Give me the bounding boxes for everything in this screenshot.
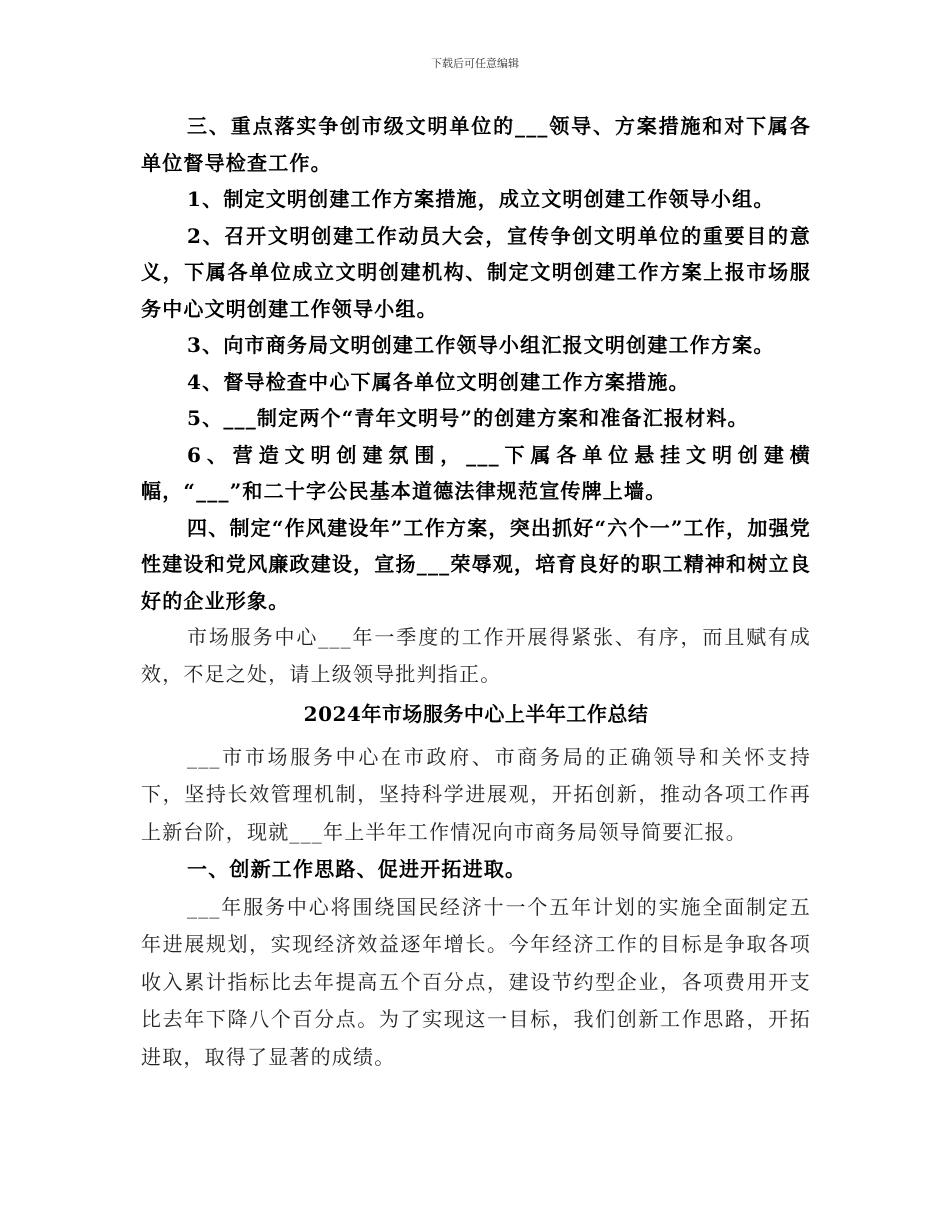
paragraph-intro: ___市市场服务中心在市政府、市商务局的正确领导和关怀支持下，坚持长效管理机制，坚持科学进展观，开拓创新，推动各项工作再上新台阶，现就___年上半年工作情况向市商务局领导简要汇报。 [141, 744, 811, 844]
paragraph-body: ___年服务中心将围绕国民经济十一个五年计划的实施全面制定五年进展规划，实现经济效益逐年增长。今年经济工作的目标是争取各项收入累计指标比去年提高五个百分点，建设节约型企业，各项费用开支比去年下降八个百分点。为了实现这一目标，我们创新工作思路，开拓进取，取得了显著的成绩。 [141, 894, 811, 1069]
paragraph-section-three: 三、重点落实争创市级文明单位的___领导、方案措施和对下属各单位督导检查工作。 [141, 114, 811, 175]
paragraph-heading-one: 一、创新工作思路、促进开拓进取。 [187, 857, 527, 881]
section-title: 2024年市场服务中心上半年工作总结 [303, 702, 649, 726]
paragraph-item-1: 1、制定文明创建工作方案措施，成立文明创建工作领导小组。 [187, 187, 775, 211]
paragraph-item-5: 5、___制定两个“青年文明号”的创建方案和准备汇报材料。 [187, 406, 749, 430]
paragraph-item-4: 4、督导检查中心下属各单位文明创建工作方案措施。 [187, 369, 690, 394]
document-body [141, 108, 811, 1076]
paragraph-section-four: 四、制定“作风建设年”工作方案，突出抓好“六个一”工作，加强党性建设和党风廉政建设，宣扬___荣辱观，培育良好的职工精神和树立良好的企业形象。 [141, 515, 811, 613]
paragraph-item-6: 6、营造文明创建氛围，___下属各单位悬挂文明创建横幅，“___”和二十字公民基本道德法律规范宣传牌上墙。 [141, 442, 811, 503]
paragraph-item-3: 3、向市商务局文明创建工作领导小组汇报文明创建工作方案。 [187, 333, 775, 357]
header-note: 下载后可任意编辑 [431, 57, 519, 70]
paragraph-item-2: 2、召开文明创建工作动员大会，宣传争创文明单位的重要目的意义，下属各单位成立文明创建机构、制定文明创建工作方案上报市场服务中心文明创建工作领导小组。 [141, 223, 811, 321]
paragraph-closing: 市场服务中心___年一季度的工作开展得紧张、有序，而且赋有成效，不足之处，请上级领导批判指正。 [141, 625, 811, 686]
